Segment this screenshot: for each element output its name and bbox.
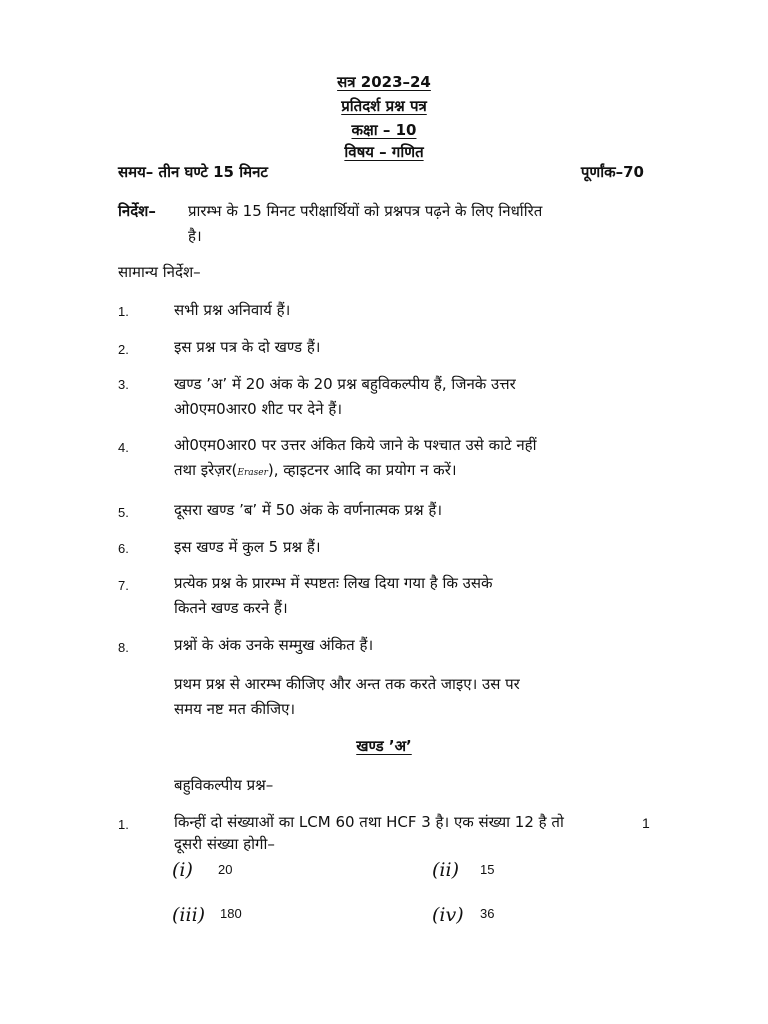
class-heading: कक्षा – 10: [351, 121, 417, 139]
list-item-text: प्रश्नों के अंक उनके सम्मुख अंकित हैं।: [174, 636, 374, 654]
section-a-subtitle: बहुविकल्पीय प्रश्न–: [174, 776, 274, 794]
session-heading: सत्र 2023–24: [337, 73, 431, 91]
option-value: 180: [220, 906, 242, 921]
time-label: समय– तीन घण्टे 15 मिनट: [118, 163, 268, 181]
list-item-text: ओ0एम0आर0 शीट पर देने हैं।: [174, 400, 343, 418]
instruction-line-2: है।: [188, 227, 202, 245]
instruction-line-1: प्रारम्भ के 15 मिनट परीक्षार्थियों को प्रश्नपत्र पढ़ने के लिए निर्धारित: [188, 202, 543, 220]
option-label: (ii): [432, 859, 459, 881]
eraser-term: Eraser: [237, 468, 268, 478]
list-item-number: 6.: [118, 541, 129, 556]
paper-type-heading: प्रतिदर्श प्रश्न पत्र: [341, 97, 427, 115]
list-item-text: कितने खण्ड करने हैं।: [174, 599, 288, 617]
option-label: (i): [172, 859, 193, 881]
option-label: (iv): [432, 904, 464, 926]
list-item-text: दूसरा खण्ड ’ब’ में 50 अंक के वर्णनात्मक प्रश्न हैं।: [174, 501, 443, 519]
question-number: 1.: [118, 817, 129, 832]
option-value: 15: [480, 862, 495, 877]
subject-heading: विषय – गणित: [344, 143, 424, 161]
list-item-number: 1.: [118, 304, 129, 319]
instruction-label: निर्देश–: [118, 202, 156, 220]
option-value: 36: [480, 906, 495, 921]
list-item-number: 3.: [118, 377, 129, 392]
list-item-number: 8.: [118, 640, 129, 655]
question-text-line-2: दूसरी संख्या होगी–: [174, 835, 275, 853]
list-item-text: इस प्रश्न पत्र के दो खण्ड हैं।: [174, 338, 321, 356]
list-item-number: 5.: [118, 505, 129, 520]
list-item-text: सभी प्रश्न अनिवार्य हैं।: [174, 301, 291, 319]
list-item-text: खण्ड ’अ’ में 20 अंक के 20 प्रश्न बहुविकल्पीय हैं, जिनके उत्तर: [174, 375, 516, 393]
general-instructions-title: सामान्य निर्देश–: [118, 263, 201, 281]
question-marks: 1: [642, 815, 650, 831]
list-item-text: प्रत्येक प्रश्न के प्रारम्भ में स्पष्टतः लिख दिया गया है कि उसके: [174, 574, 493, 592]
list-item-number: 4.: [118, 440, 129, 455]
list-item-number: 2.: [118, 342, 129, 357]
list-item-text: ओ0एम0आर0 पर उत्तर अंकित किये जाने के पश्चात उसे काटे नहीं: [174, 436, 537, 454]
list-item-text: इस खण्ड में कुल 5 प्रश्न हैं।: [174, 538, 321, 556]
closing-note-line-2: समय नष्ट मत कीजिए।: [174, 700, 296, 718]
list-item-text: तथा इरेज़र(Eraser), व्हाइटनर आदि का प्रयोग न करें।: [174, 461, 457, 479]
section-a-title: खण्ड ’अ’: [356, 737, 412, 755]
option-value: 20: [218, 862, 233, 877]
closing-note-line-1: प्रथम प्रश्न से आरम्भ कीजिए और अन्त तक करते जाइए। उस पर: [174, 675, 520, 693]
list-item-number: 7.: [118, 578, 129, 593]
option-label: (iii): [172, 904, 206, 926]
question-text-line-1: किन्हीं दो संख्याओं का LCM 60 तथा HCF 3 है। एक संख्या 12 है तो: [174, 813, 564, 831]
max-marks-label: पूर्णांक–70: [580, 163, 644, 181]
